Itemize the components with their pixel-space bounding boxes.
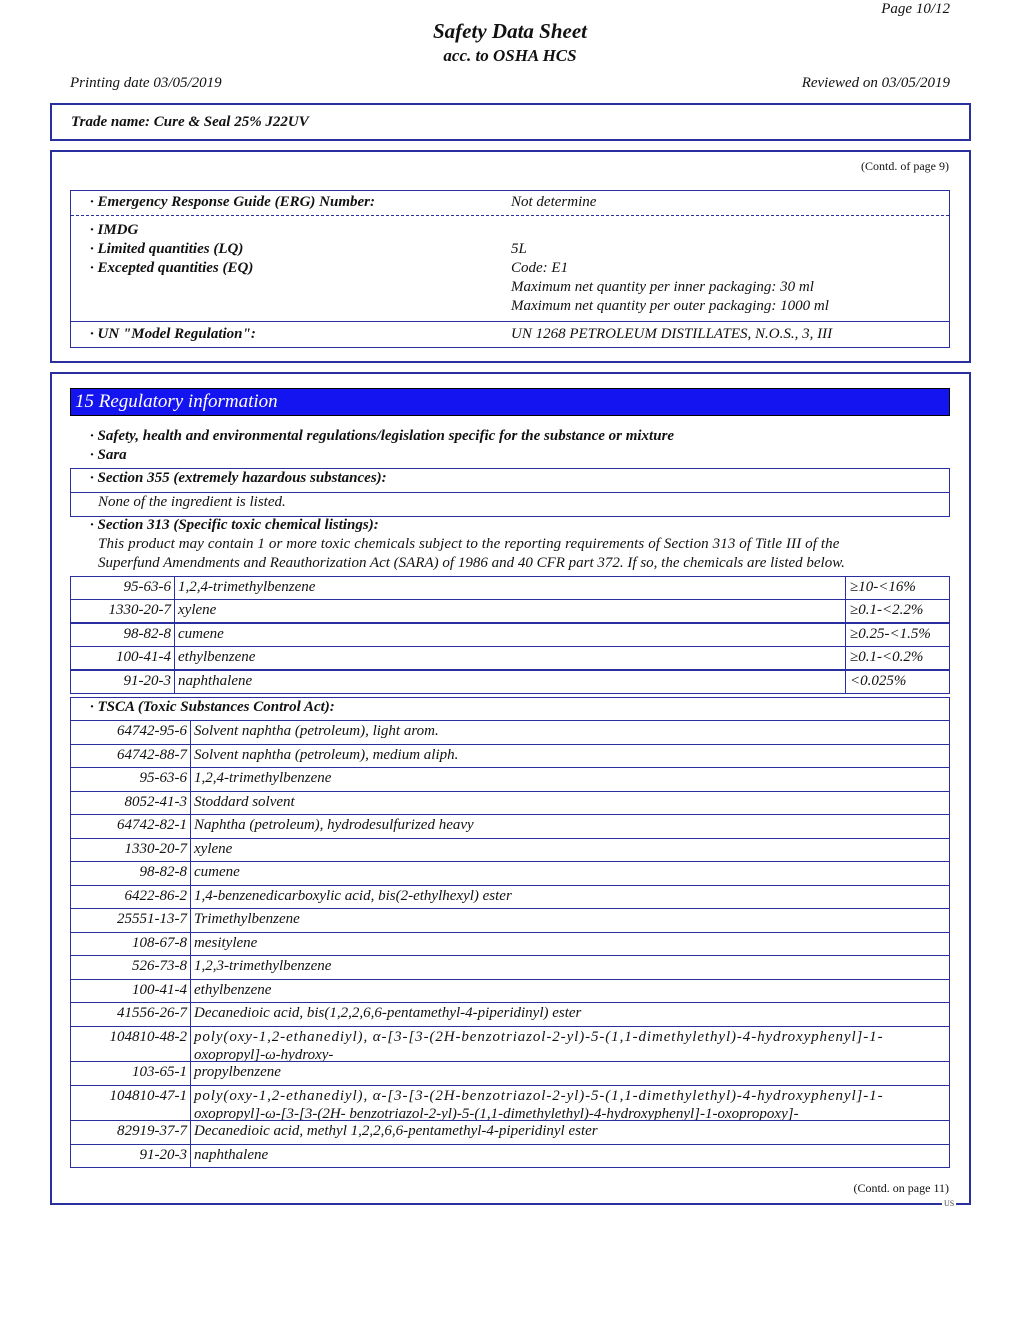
chemical-name: 1,2,4-trimethylbenzene	[178, 579, 316, 595]
cas-number: 6422-86-2	[71, 886, 191, 910]
cas-number: 526-73-8	[71, 956, 191, 980]
s355-value: None of the ingredient is listed.	[98, 494, 286, 510]
cas-number: 1330-20-7	[71, 839, 191, 863]
imdg-label: · IMDG	[90, 222, 139, 238]
country-code: US	[944, 1199, 955, 1208]
s313-row	[70, 576, 950, 600]
cas-number: 95-63-6	[71, 768, 191, 792]
chemical-name: ethylbenzene	[194, 981, 272, 998]
chemical-name: 1,2,3-trimethylbenzene	[194, 958, 332, 974]
tsca-row	[70, 1061, 950, 1086]
chemical-name-cont: oxopropyl]-ω-[3-[3-(2H- benzotriazol-2-yl)-5-(1,1-dimethylethyl)-4-hydroxyphenyl]-1-oxopropoxy]-	[194, 1105, 799, 1122]
s313-label: · Section 313 (Specific toxic chemical listings):	[90, 517, 379, 533]
erg-value: Not determine	[511, 194, 597, 210]
chemical-name: xylene	[178, 602, 217, 619]
s313-row	[70, 599, 950, 623]
tsca-row	[70, 885, 950, 910]
document-subtitle: acc. to OSHA HCS	[443, 46, 577, 65]
tsca-row	[70, 932, 950, 957]
s313-row	[70, 623, 950, 647]
chemical-name: Decanedioic acid, methyl 1,2,2,6,6-pentamethyl-4-piperidinyl ester	[194, 1123, 598, 1139]
document-title: Safety Data Sheet	[433, 19, 587, 43]
s313-text-1: This product may contain 1 or more toxic chemicals subject to the reporting requirements of Section 313 of Title III of the	[98, 536, 840, 552]
cas-number: 98-82-8	[71, 624, 175, 646]
chemical-name: ethylbenzene	[178, 649, 256, 666]
chemical-name: Solvent naphtha (petroleum), light arom.	[194, 723, 439, 739]
tsca-row	[70, 814, 950, 839]
cas-number: 64742-95-6	[71, 721, 191, 745]
cas-number: 100-41-4	[71, 980, 191, 1004]
contd-next: (Contd. on page 11)	[853, 1181, 949, 1195]
cas-number: 91-20-3	[71, 1145, 191, 1169]
tsca-row	[70, 1120, 950, 1145]
printing-date: Printing date 03/05/2019	[70, 75, 222, 91]
eq-inner: Maximum net quantity per inner packaging: 30 ml	[511, 279, 814, 295]
concentration: ≥0.25-<1.5%	[845, 624, 949, 646]
tsca-row	[70, 955, 950, 980]
cas-number: 64742-82-1	[71, 815, 191, 839]
chemical-name: cumene	[194, 864, 240, 880]
tsca-row	[70, 979, 950, 1004]
tsca-row	[70, 838, 950, 863]
s313-text-2: Superfund Amendments and Reauthorization Act (SARA) of 1986 and 40 CFR part 372. If so, the chemicals are listed below.	[98, 555, 845, 571]
erg-label: · Emergency Response Guide (ERG) Number:	[90, 194, 375, 210]
chemical-name: xylene	[194, 840, 233, 857]
s313-row	[70, 670, 950, 694]
section15-heading: 15 Regulatory information	[75, 391, 278, 412]
chemical-name: cumene	[178, 625, 224, 642]
cas-number: 82919-37-7	[71, 1121, 191, 1145]
cas-number: 91-20-3	[71, 671, 175, 693]
section15-heading-bar	[70, 388, 950, 416]
concentration: ≥0.1-<0.2%	[845, 647, 949, 669]
contd-prev: (Contd. of page 9)	[861, 159, 949, 173]
chemical-name: propylbenzene	[194, 1064, 281, 1080]
chemical-name: Trimethylbenzene	[194, 911, 300, 927]
chemical-name: 1,2,4-trimethylbenzene	[194, 770, 332, 786]
eq-value: Code: E1	[511, 260, 569, 276]
cas-number: 103-65-1	[71, 1062, 191, 1086]
tsca-row	[70, 1144, 950, 1169]
tsca-row	[70, 744, 950, 769]
lq-label: · Limited quantities (LQ)	[90, 241, 244, 257]
sara-label: · Sara	[90, 447, 127, 463]
eq-outer: Maximum net quantity per outer packaging: 1000 ml	[511, 298, 829, 314]
tsca-row	[70, 908, 950, 933]
tsca-label: · TSCA (Toxic Substances Control Act):	[90, 699, 335, 715]
concentration: ≥0.1-<2.2%	[845, 600, 949, 622]
concentration: ≥10-<16%	[845, 577, 949, 599]
un-label: · UN "Model Regulation":	[90, 326, 256, 342]
tsca-row	[70, 720, 950, 745]
reviewed-date: Reviewed on 03/05/2019	[801, 75, 950, 91]
chemical-name: poly(oxy-1,2-ethanediyl), α-[3-[3-(2H-benzotriazol-2-yl)-5-(1,1-dimethylethyl)-4-hydroxyphenyl]-1-	[194, 1087, 884, 1104]
tsca-row	[70, 791, 950, 816]
cas-number: 108-67-8	[71, 933, 191, 957]
cas-number: 1330-20-7	[71, 600, 175, 622]
chemical-name: Solvent naphtha (petroleum), medium aliph.	[194, 746, 459, 763]
chemical-name-cont: oxopropyl]-ω-hydroxy-	[194, 1046, 334, 1063]
eq-label: · Excepted quantities (EQ)	[90, 260, 254, 276]
chemical-name: naphthalene	[194, 1146, 269, 1163]
cas-number: 104810-48-2	[71, 1027, 191, 1062]
erg-divider	[71, 215, 949, 216]
tsca-row	[70, 1085, 950, 1121]
chemical-name: Stoddard solvent	[194, 793, 295, 810]
chemical-name: Naphtha (petroleum), hydrodesulfurized heavy	[194, 817, 474, 833]
tsca-row	[70, 861, 950, 886]
cas-number: 100-41-4	[71, 647, 175, 669]
chemical-name: mesitylene	[194, 934, 258, 951]
trade-name: Trade name: Cure & Seal 25% J22UV	[71, 114, 309, 130]
s355-label: · Section 355 (extremely hazardous substances):	[90, 470, 387, 486]
trade-name-box	[50, 103, 971, 141]
tsca-row	[70, 767, 950, 792]
cas-number: 25551-13-7	[71, 909, 191, 933]
cas-number: 95-63-6	[71, 577, 175, 599]
lq-value: 5L	[511, 241, 527, 257]
page-number: Page 10/12	[881, 1, 950, 17]
un-divider	[71, 321, 949, 322]
chemical-name: poly(oxy-1,2-ethanediyl), α-[3-[3-(2H-benzotriazol-2-yl)-5-(1,1-dimethylethyl)-4-hydroxyphenyl]-1-	[194, 1028, 884, 1045]
chemical-name: naphthalene	[178, 672, 253, 689]
cas-number: 104810-47-1	[71, 1086, 191, 1121]
regs-label: · Safety, health and environmental regulations/legislation specific for the substance or mixture	[90, 428, 675, 444]
tsca-row	[70, 1002, 950, 1027]
chemical-name: 1,4-benzenedicarboxylic acid, bis(2-ethylhexyl) ester	[194, 887, 512, 904]
cas-number: 8052-41-3	[71, 792, 191, 816]
un-value: UN 1268 PETROLEUM DISTILLATES, N.O.S., 3, III	[511, 326, 833, 342]
cas-number: 64742-88-7	[71, 745, 191, 769]
cas-number: 41556-26-7	[71, 1003, 191, 1027]
cas-number: 98-82-8	[71, 862, 191, 886]
concentration: <0.025%	[845, 671, 949, 693]
chemical-name: Decanedioic acid, bis(1,2,2,6,6-pentamethyl-4-piperidinyl) ester	[194, 1005, 582, 1021]
tsca-row	[70, 1026, 950, 1062]
s313-row	[70, 646, 950, 670]
